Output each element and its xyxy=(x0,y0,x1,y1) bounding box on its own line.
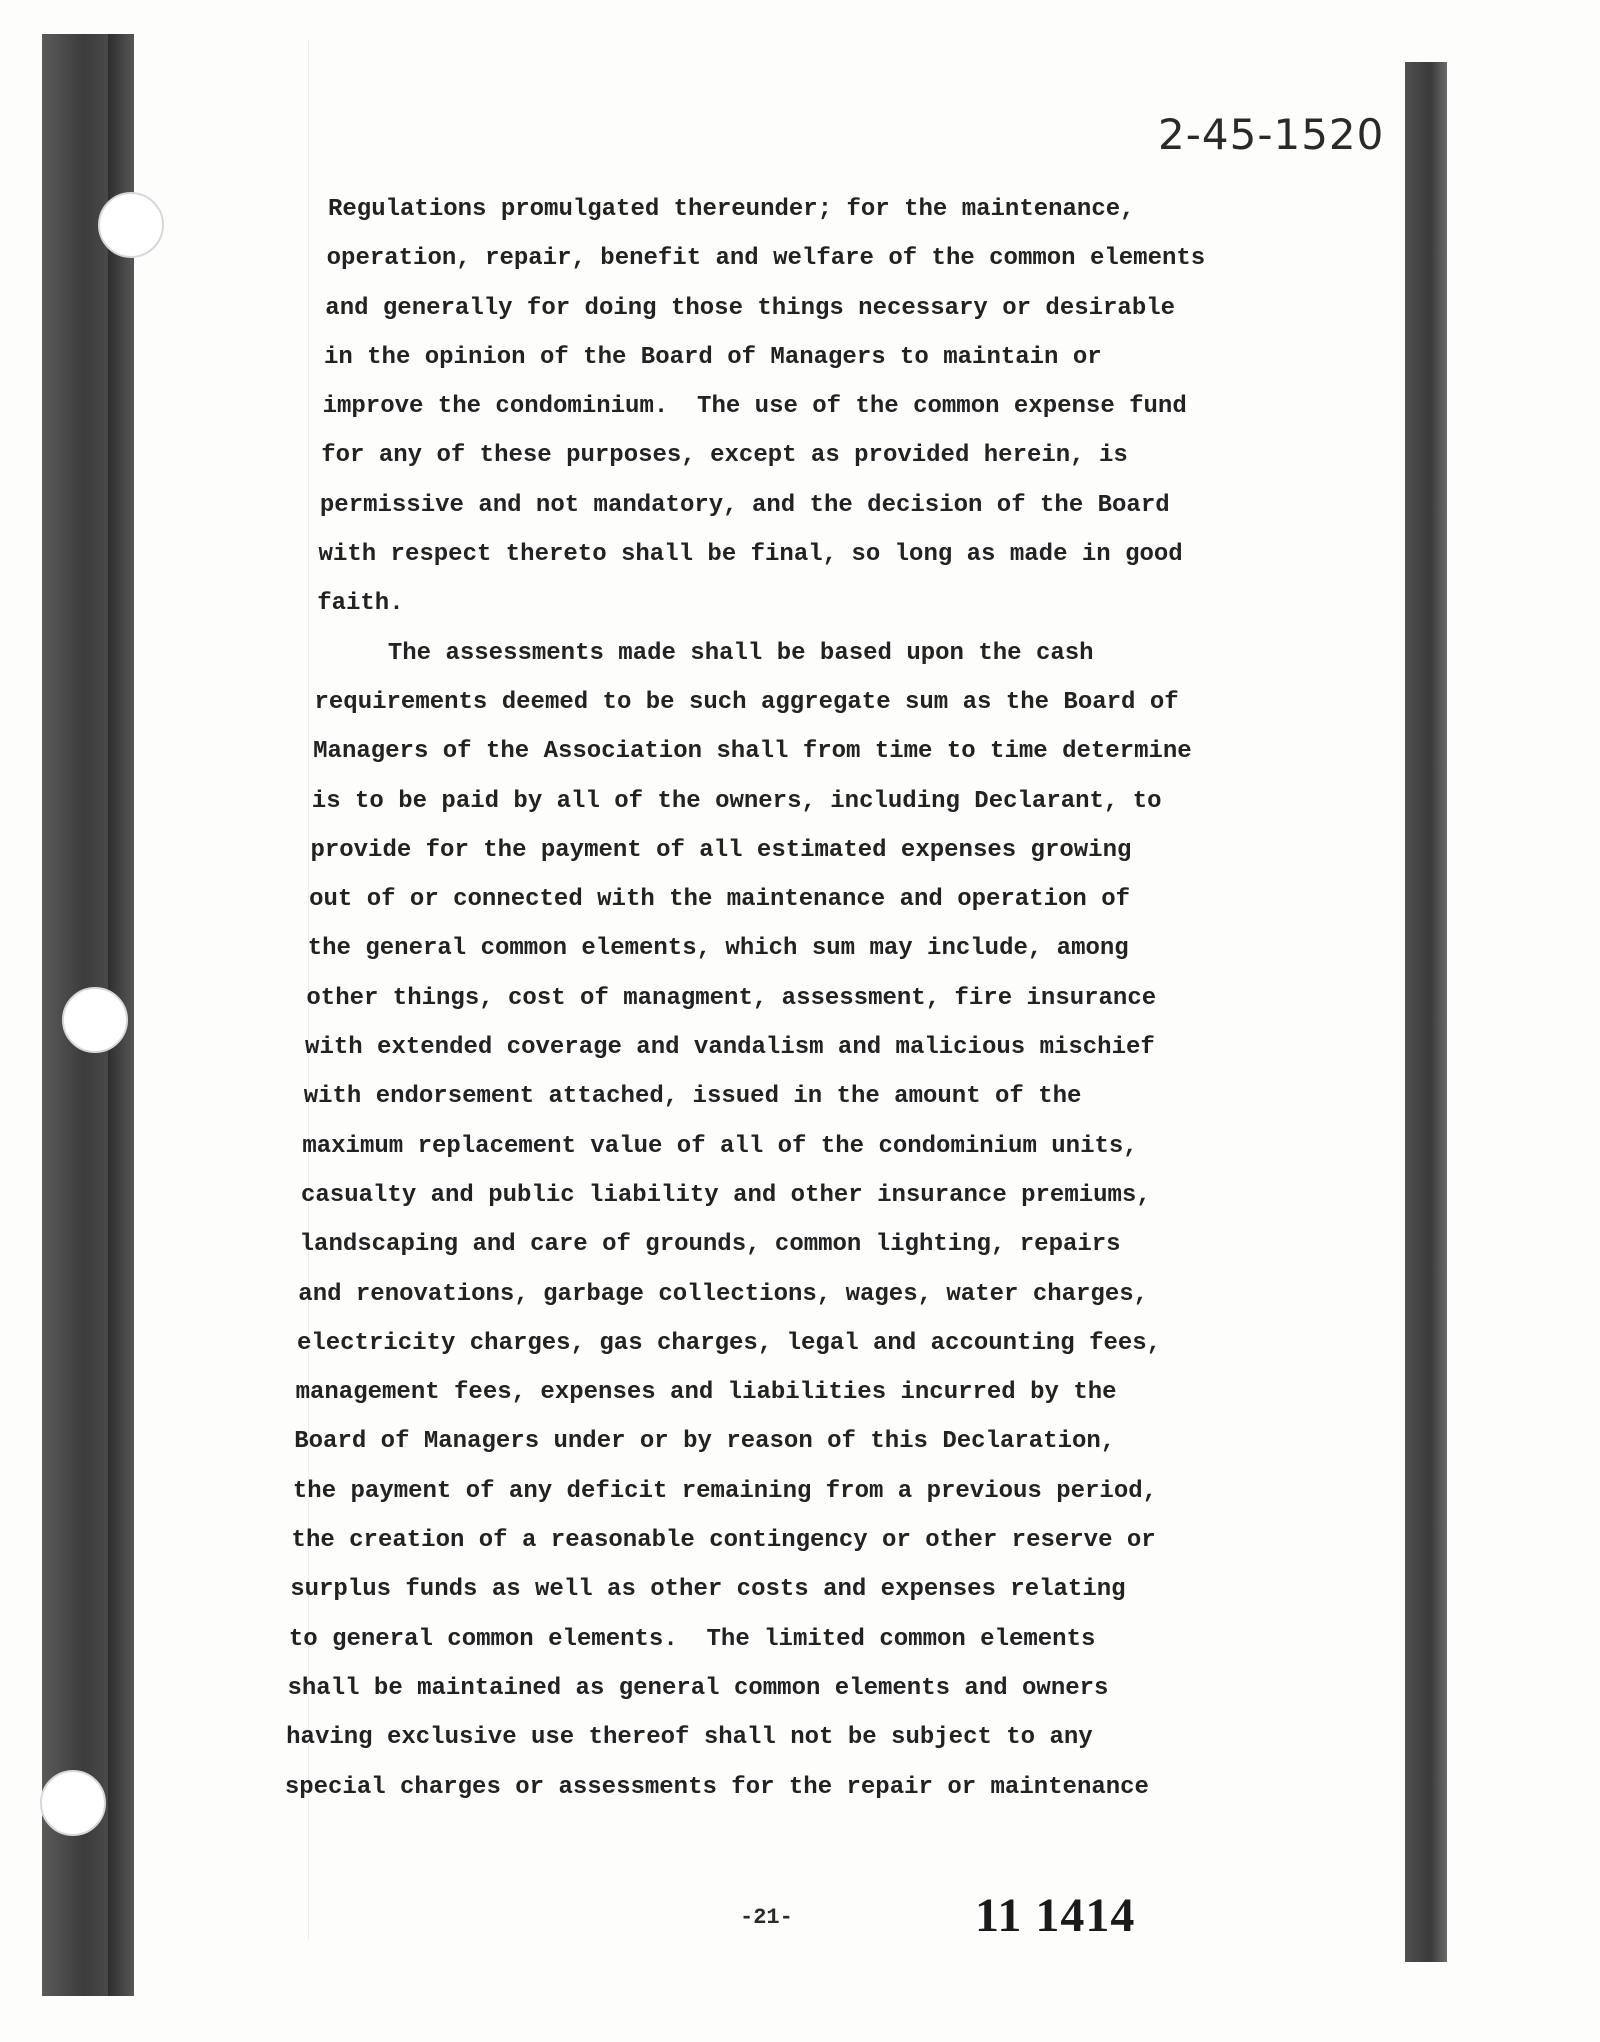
text-line: is to be paid by all of the owners, including Declarant, to xyxy=(311,787,1162,815)
text-line: out of or connected with the maintenance and operation of xyxy=(309,886,1131,914)
text-line: management fees, expenses and liabilities incurred by the xyxy=(295,1379,1117,1407)
text-line: maximum replacement value of all of the condominium units, xyxy=(302,1132,1138,1160)
punch-hole-top xyxy=(98,192,164,258)
text-line: surplus funds as well as other costs and expenses relating xyxy=(290,1576,1126,1604)
text-line: the payment of any deficit remaining from a previous period, xyxy=(292,1477,1158,1505)
punch-hole-bottom xyxy=(40,1770,106,1836)
text-line: with respect thereto shall be final, so long as made in good xyxy=(318,541,1183,569)
text-line: with extended coverage and vandalism and malicious mischief xyxy=(305,1034,1155,1062)
text-line: having exclusive use thereof shall not be subject to any xyxy=(286,1724,1093,1752)
document-body-text xyxy=(284,185,1280,1812)
text-line: improve the condominium. The use of the common expense fund xyxy=(322,393,1187,421)
text-line: in the opinion of the Board of Managers to maintain or xyxy=(323,343,1102,371)
text-line: Managers of the Association shall from time to time determine xyxy=(313,738,1192,766)
text-line: provide for the payment of all estimated expenses growing xyxy=(310,836,1132,864)
text-line: electricity charges, gas charges, legal and accounting fees, xyxy=(296,1329,1162,1357)
document-stamp-number: 2-45-1520 xyxy=(1158,110,1385,159)
text-line: Board of Managers under or by reason of this Declaration, xyxy=(294,1428,1116,1456)
text-line: with endorsement attached, issued in the amount of the xyxy=(303,1083,1082,1111)
text-line: requirements deemed to be such aggregate sum as the Board of xyxy=(314,688,1179,716)
punch-hole-middle xyxy=(62,987,128,1053)
text-line: for any of these purposes, except as provided herein, is xyxy=(321,442,1128,470)
text-line: Regulations promulgated thereunder; for the maintenance, xyxy=(328,196,1135,223)
text-line: shall be maintained as general common elements and owners xyxy=(287,1674,1109,1702)
text-line: and generally for doing those things necessary or desirable xyxy=(325,294,1176,322)
text-line: landscaping and care of grounds, common lighting, repairs xyxy=(299,1231,1121,1259)
text-line: the general common elements, which sum may include, among xyxy=(307,935,1129,963)
text-line: operation, repair, benefit and welfare of the common elements xyxy=(326,245,1206,273)
text-line: permissive and not mandatory, and the decision of the Board xyxy=(319,491,1170,519)
text-line: casualty and public liability and other insurance premiums, xyxy=(301,1181,1151,1209)
text-line: the creation of a reasonable contingency or other reserve or xyxy=(291,1527,1156,1555)
text-line: and renovations, garbage collections, wages, water charges, xyxy=(298,1280,1149,1308)
right-binding-edge xyxy=(1405,62,1447,1962)
text-line: special charges or assessments for the repair or maintenance xyxy=(284,1773,1149,1801)
page-number: -21- xyxy=(740,1905,793,1930)
text-line: to general common elements. The limited common elements xyxy=(288,1625,1096,1653)
book-page-reference: 11 1414 xyxy=(975,1889,1136,1942)
text-line: other things, cost of managment, assessment, fire insurance xyxy=(306,984,1157,1012)
text-line: The assessments made shall be based upon the cash xyxy=(315,639,1094,667)
text-line: faith. xyxy=(317,590,404,618)
